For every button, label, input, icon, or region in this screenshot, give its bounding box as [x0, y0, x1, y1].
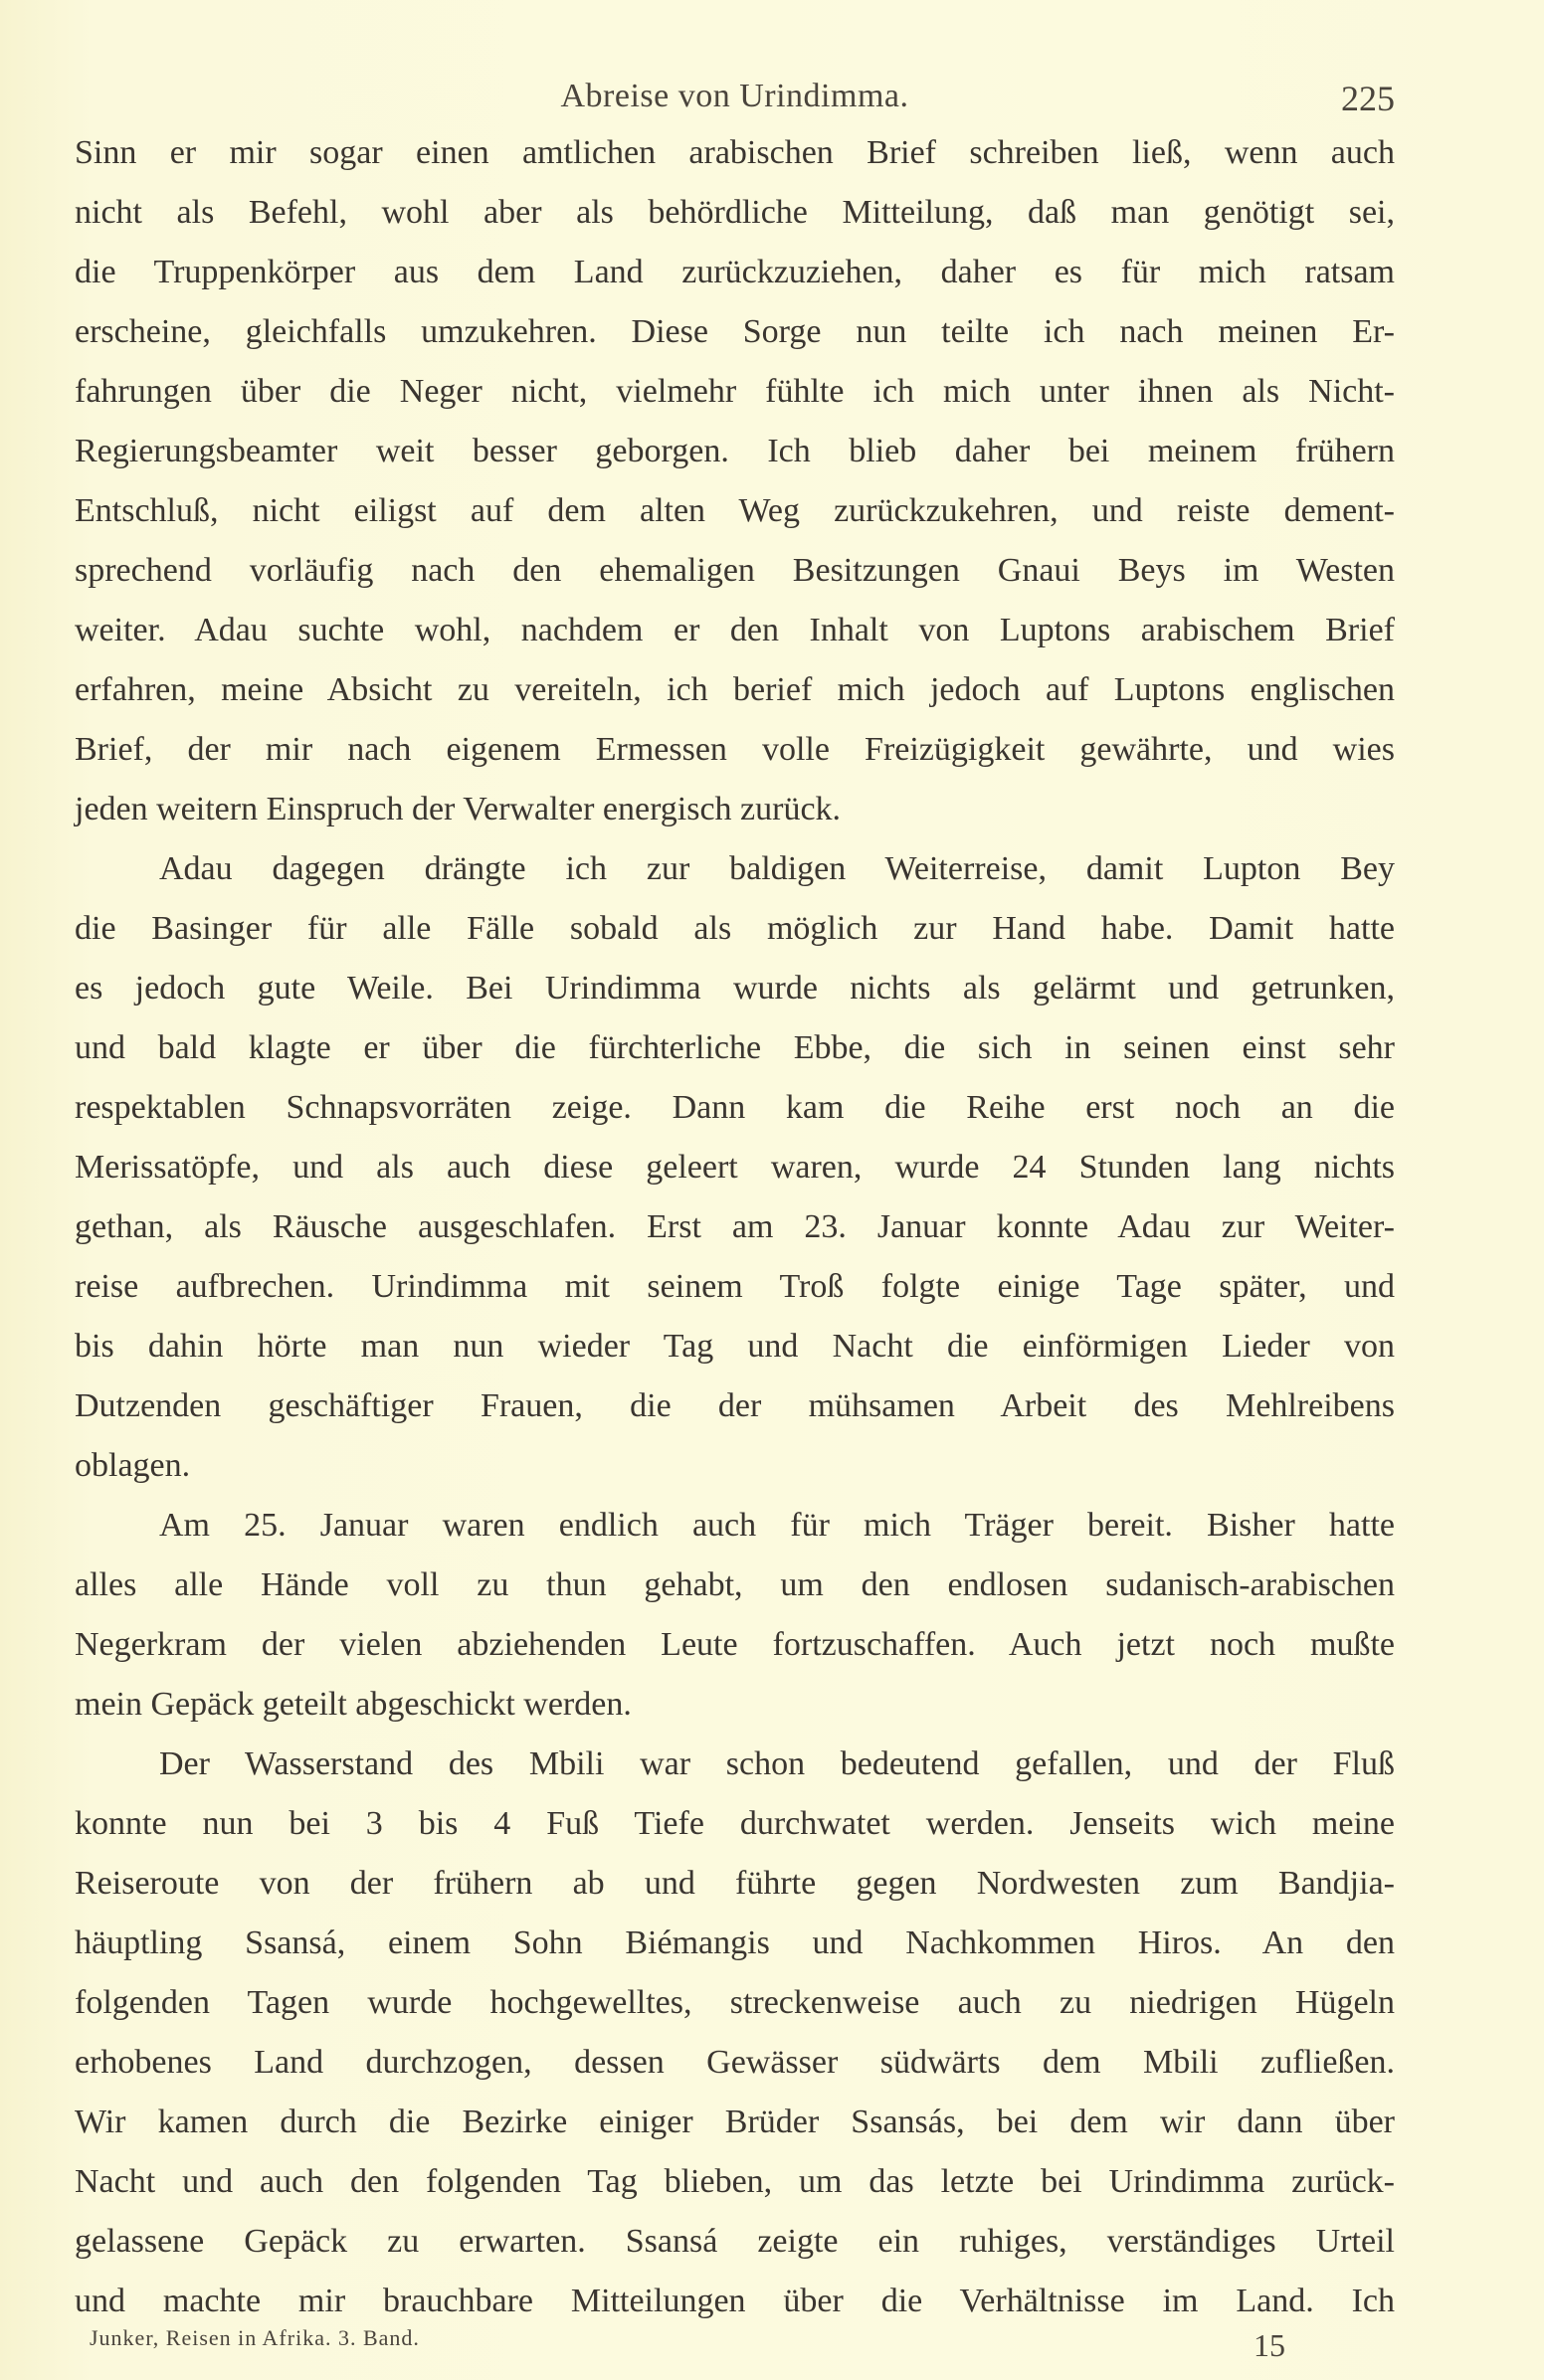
text-line: erscheine, gleichfalls umzukehren. Diese Sorge nun teilte ich nach meinen Er-	[75, 313, 1395, 350]
text-line: jeden weitern Einspruch der Verwalter energisch zurück.	[75, 791, 842, 827]
text-line: gelassene Gepäck zu erwarten. Ssansá zeigte ein ruhiges, verständiges Urteil	[75, 2223, 1395, 2260]
bibliographic-signature: Junker, Reisen in Afrika. 3. Band.	[90, 2325, 420, 2350]
text-line: und bald klagte er über die fürchterliche Ebbe, die sich in seinen einst sehr	[75, 1029, 1395, 1066]
text-line: die Truppenkörper aus dem Land zurückzuziehen, daher es für mich ratsam	[75, 254, 1395, 290]
text-line: bis dahin hörte man nun wieder Tag und Nacht die einförmigen Lieder von	[75, 1328, 1395, 1365]
paragraph	[75, 123, 1395, 839]
running-title: Abreise von Urindimma.	[560, 78, 909, 114]
running-head	[75, 78, 1395, 123]
paragraph	[75, 1496, 1395, 1735]
text-line: erfahren, meine Absicht zu vereiteln, ich berief mich jedoch auf Luptons englischen	[75, 671, 1395, 708]
text-line: gethan, als Räusche ausgeschlafen. Erst am 23. Januar konnte Adau zur Weiter-	[75, 1208, 1395, 1245]
text-line: sprechend vorläufig nach den ehemaligen Besitzungen Gnaui Beys im Westen	[75, 552, 1395, 589]
text-line: respektablen Schnapsvorräten zeige. Dann kam die Reihe erst noch an die	[75, 1089, 1395, 1126]
text-line: weiter. Adau suchte wohl, nachdem er den Inhalt von Luptons arabischem Brief	[75, 612, 1395, 648]
text-line: Adau dagegen drängte ich zur baldigen Weiterreise, damit Lupton Bey	[159, 850, 1395, 887]
text-line: Regierungsbeamter weit besser geborgen. Ich blieb daher bei meinem frühern	[75, 433, 1395, 469]
text-line: es jedoch gute Weile. Bei Urindimma wurde nichts als gelärmt und getrunken,	[75, 970, 1395, 1007]
text-line: reise aufbrechen. Urindimma mit seinem Troß folgte einige Tage später, und	[75, 1268, 1395, 1305]
body-text	[75, 123, 1395, 2331]
text-line: und machte mir brauchbare Mitteilungen über die Verhältnisse im Land. Ich	[75, 2283, 1395, 2319]
text-line: Negerkram der vielen abziehenden Leute fortzuschaffen. Auch jetzt noch mußte	[75, 1626, 1395, 1663]
text-line: Entschluß, nicht eiligst auf dem alten Weg zurückzukehren, und reiste dement-	[75, 492, 1395, 529]
text-line: Sinn er mir sogar einen amtlichen arabischen Brief schreiben ließ, wenn auch	[75, 134, 1395, 171]
text-line: fahrungen über die Neger nicht, vielmehr fühlte ich mich unter ihnen als Nicht-	[75, 373, 1395, 410]
text-line: Nacht und auch den folgenden Tag blieben, um das letzte bei Urindimma zurück-	[75, 2163, 1395, 2200]
text-line: mein Gepäck geteilt abgeschickt werden.	[75, 1686, 632, 1723]
paragraph	[75, 839, 1395, 1496]
text-line: Wir kamen durch die Bezirke einiger Brüder Ssansás, bei dem wir dann über	[75, 2104, 1395, 2140]
page-footer	[75, 2325, 1395, 2365]
text-line: erhobenes Land durchzogen, dessen Gewässer südwärts dem Mbili zufließen.	[75, 2044, 1395, 2081]
text-line: Der Wasserstand des Mbili war schon bedeutend gefallen, und der Fluß	[159, 1745, 1395, 1782]
text-line: Dutzenden geschäftiger Frauen, die der mühsamen Arbeit des Mehlreibens	[75, 1387, 1395, 1424]
text-line: die Basinger für alle Fälle sobald als möglich zur Hand habe. Damit hatte	[75, 910, 1395, 947]
text-line: alles alle Hände voll zu thun gehabt, um den endlosen sudanisch-arabischen	[75, 1566, 1395, 1603]
paragraph	[75, 1735, 1395, 2331]
text-line: Merissatöpfe, und als auch diese geleert waren, wurde 24 Stunden lang nichts	[75, 1149, 1395, 1186]
text-line: Am 25. Januar waren endlich auch für mich Träger bereit. Bisher hatte	[159, 1507, 1395, 1544]
text-line: nicht als Befehl, wohl aber als behördliche Mitteilung, daß man genötigt sei,	[75, 194, 1395, 231]
sheet-number: 15	[1254, 2327, 1285, 2363]
text-line: konnte nun bei 3 bis 4 Fuß Tiefe durchwatet werden. Jenseits wich meine	[75, 1805, 1395, 1842]
page-number: 225	[1341, 79, 1395, 118]
text-line: Reiseroute von der frühern ab und führte gegen Nordwesten zum Bandjia-	[75, 1865, 1395, 1902]
text-line: folgenden Tagen wurde hochgewelltes, streckenweise auch zu niedrigen Hügeln	[75, 1984, 1395, 2021]
text-line: häuptling Ssansá, einem Sohn Biémangis und Nachkommen Hiros. An den	[75, 1924, 1395, 1961]
text-line: Brief, der mir nach eigenem Ermessen volle Freizügigkeit gewährte, und wies	[75, 731, 1395, 768]
text-line: oblagen.	[75, 1447, 191, 1484]
